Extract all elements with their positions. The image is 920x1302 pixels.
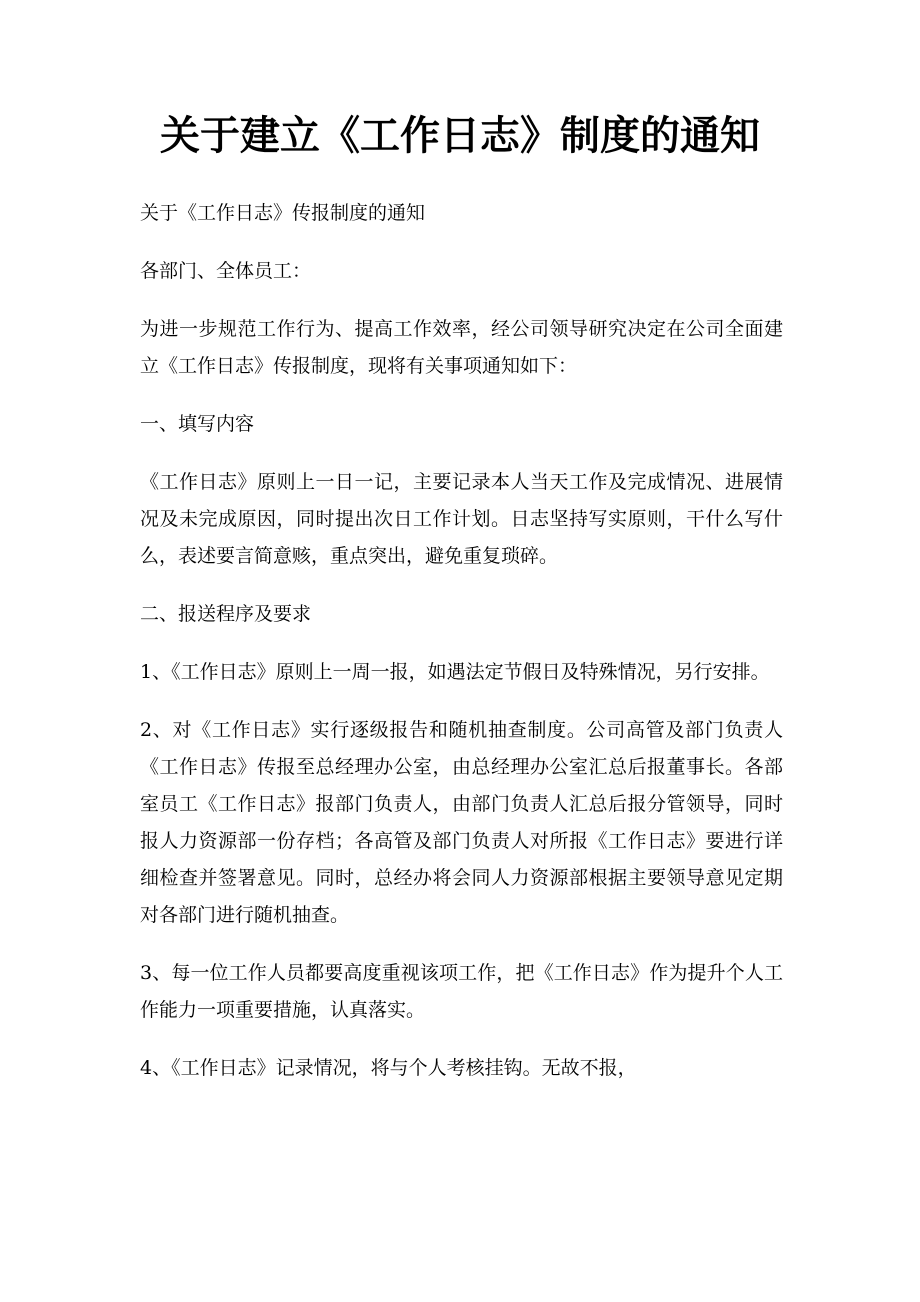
paragraph-content-description: 《工作日志》原则上一日一记，主要记录本人当天工作及完成情况、进展情况及未完成原因，同时提出次日工作计划。日志坚持写实原则，干什么写什么，表述要言简意赅，重点突出，避免重复琐碎。 — [140, 471, 783, 567]
paragraph-item-4: 4、《工作日志》记录情况，将与个人考核挂钩。无故不报， — [140, 1057, 637, 1079]
paragraph-salutation: 各部门、全体员工： — [140, 260, 312, 282]
document-title: 关于建立《工作日志》制度的通知 — [160, 113, 760, 159]
paragraph-item-1: 1、《工作日志》原则上一周一报，如遇法定节假日及特殊情况，另行安排。 — [140, 661, 770, 683]
paragraph-intro: 为进一步规范工作行为、提高工作效率，经公司领导研究决定在公司全面建立《工作日志》传报制度，现将有关事项通知如下： — [140, 318, 783, 377]
paragraph-item-2: 2、对《工作日志》实行逐级报告和随机抽查制度。公司高管及部门负责人《工作日志》传报至总经理办公室，由总经理办公室汇总后报董事长。各部室员工《工作日志》报部门负责人，由部门负责人汇总后报分管领导，同时报人力资源部一份存档；各高管及部门负责人对所报《工作日志》要进行详细检查并签署意见。同时，总经办将会同人力资源部根据主要领导意见定期对各部门进行随机抽查。 — [140, 719, 783, 926]
section-heading-content: 一、填写内容 — [140, 413, 255, 435]
paragraph-item-3: 3、每一位工作人员都要高度重视该项工作，把《工作日志》作为提升个人工作能力一项重要措施，认真落实。 — [140, 962, 783, 1021]
section-heading-procedure: 二、报送程序及要求 — [140, 603, 312, 625]
document-body — [140, 195, 783, 1108]
paragraph-subtitle: 关于《工作日志》传报制度的通知 — [140, 202, 426, 224]
